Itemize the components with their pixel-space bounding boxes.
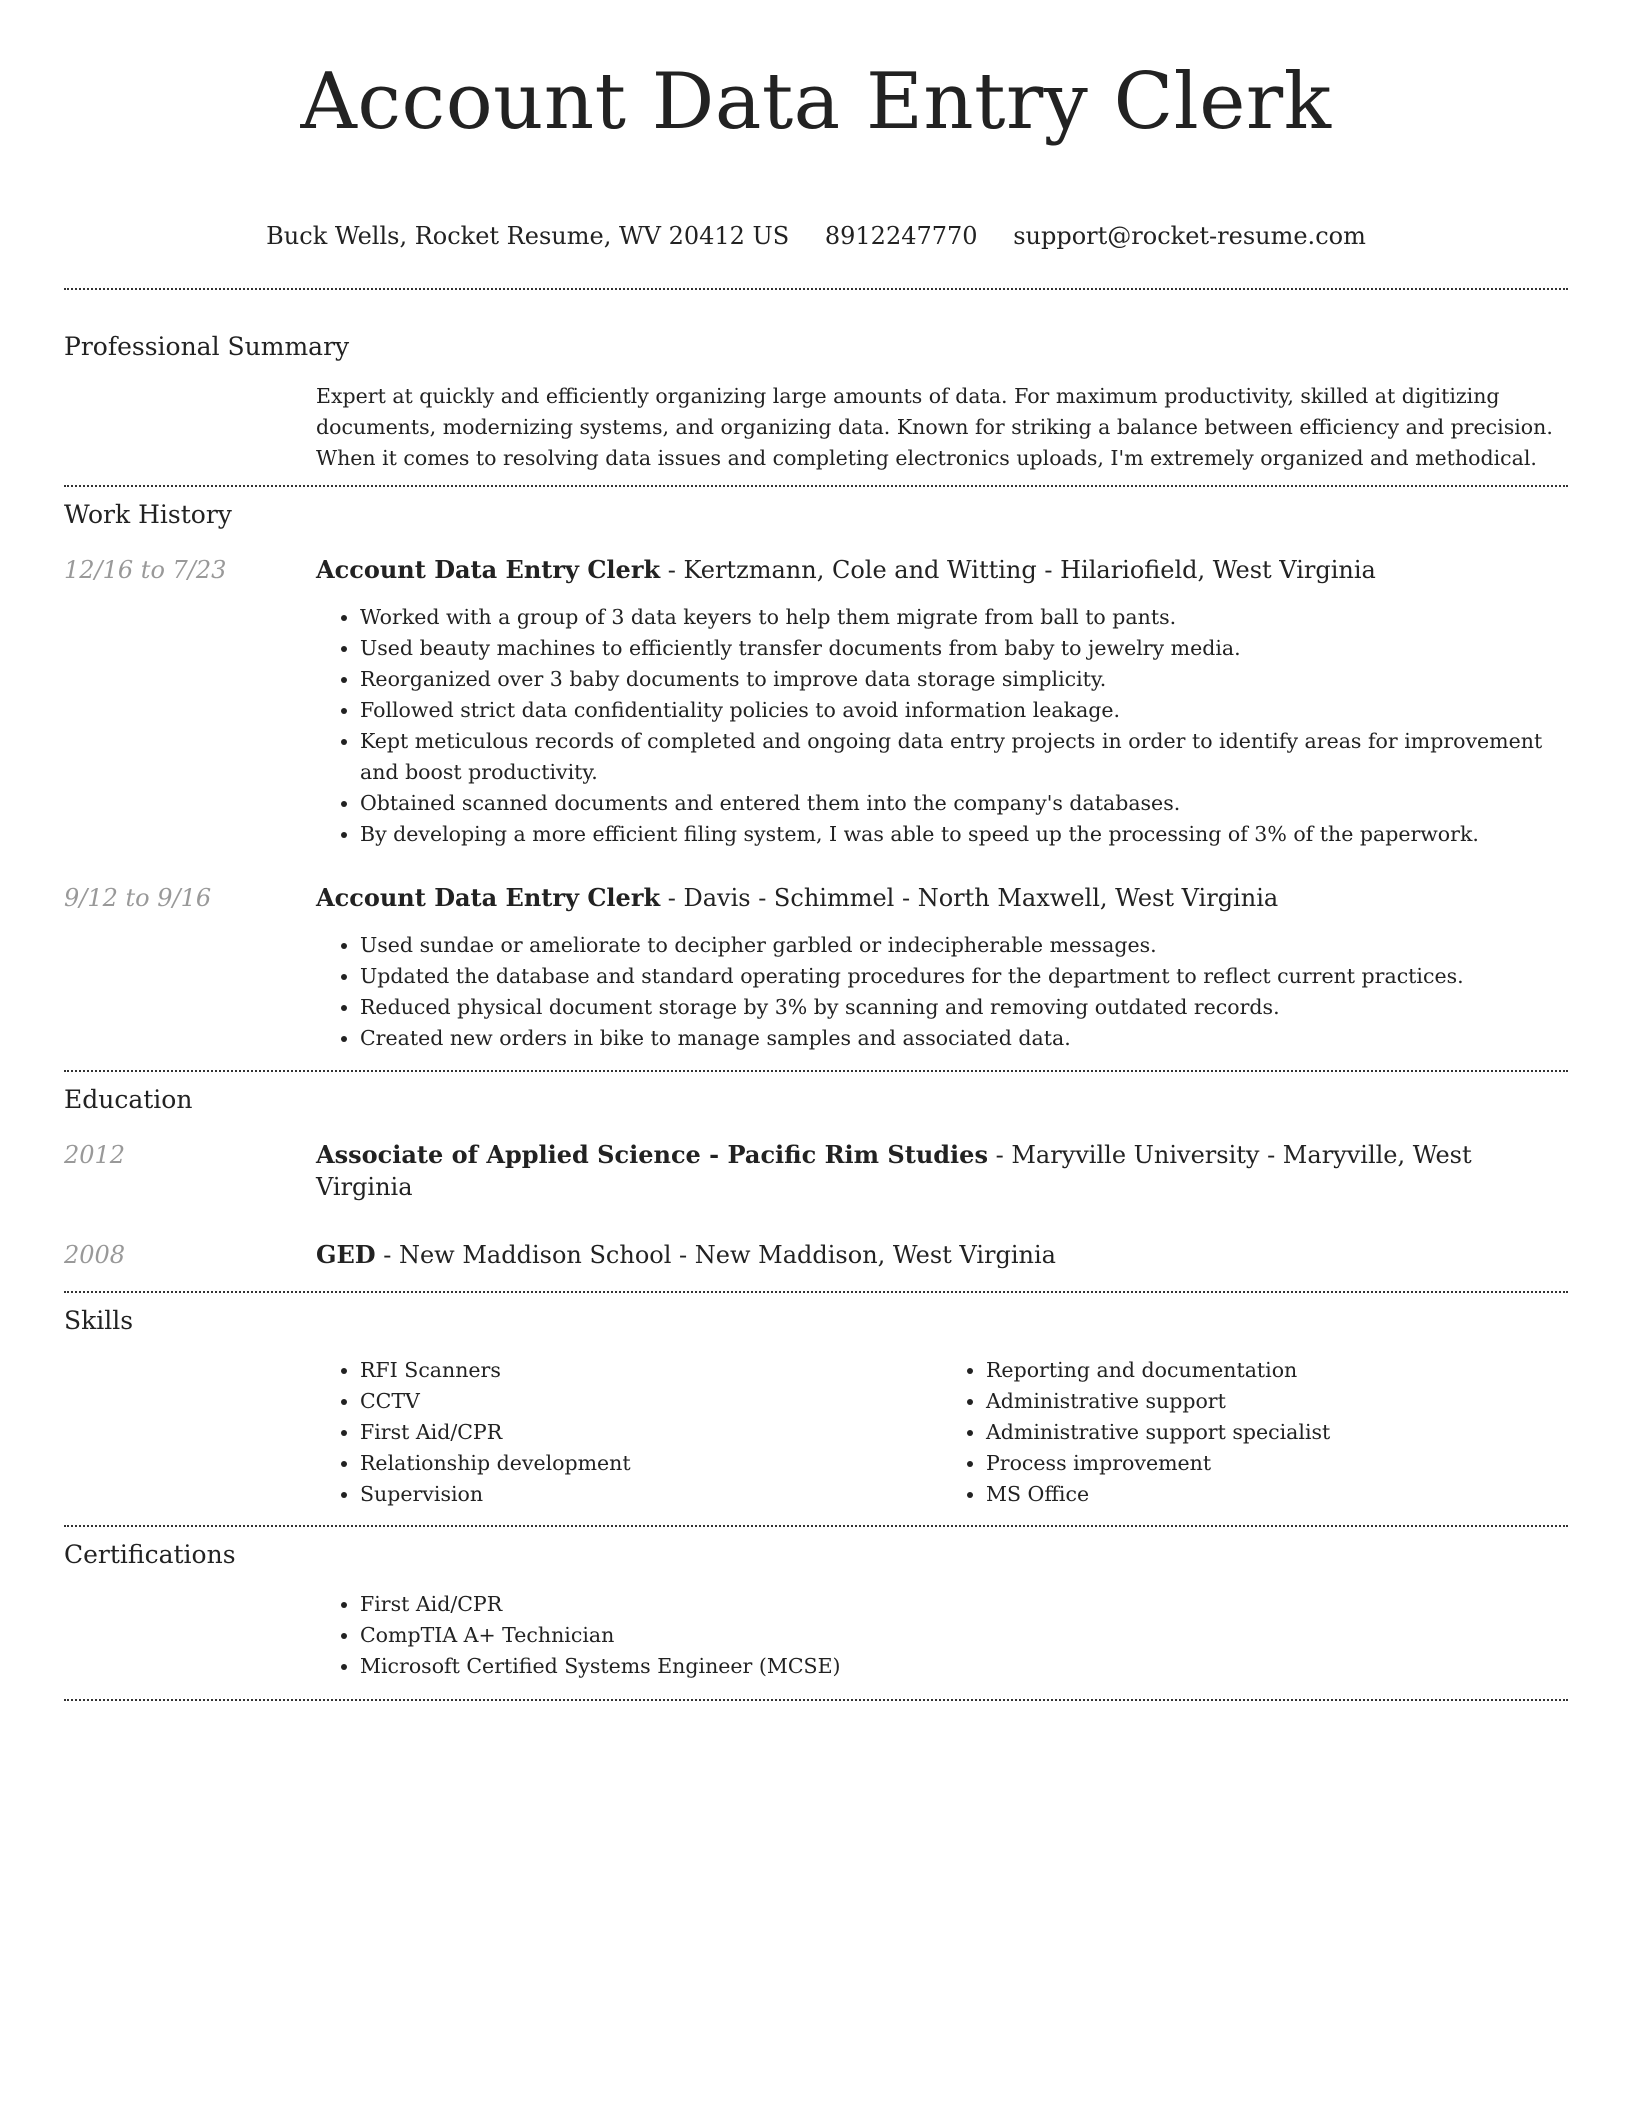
list-item: • Worked with a group of 3 data keyers to help them migrate from ball to pants.: [360, 602, 1568, 633]
section-title-work-history: Work History: [64, 500, 232, 529]
education-year: 2008: [64, 1241, 126, 1269]
contact-email[interactable]: support@rocket-resume.com: [1013, 222, 1366, 250]
summary-section: [316, 381, 1568, 474]
list-item: • Administrative support: [986, 1386, 1568, 1417]
divider: [64, 1699, 1568, 1701]
education-line: [316, 1139, 1568, 1203]
job-bullets: [316, 602, 1568, 850]
resume-page: [64, 0, 1568, 1701]
job-bullets: [316, 930, 1568, 1054]
list-item: • First Aid/CPR: [360, 1417, 942, 1448]
list-item: • CCTV: [360, 1386, 942, 1417]
divider: [64, 1525, 1568, 1527]
job-title: [316, 882, 1568, 914]
job-entry: [64, 882, 1568, 1054]
list-item: • Obtained scanned documents and entered them into the company's databases.: [360, 788, 1568, 819]
list-item: • Administrative support specialist: [986, 1417, 1568, 1448]
list-item: • Used beauty machines to efficiently transfer documents from baby to jewelry media.: [360, 633, 1568, 664]
list-item: • Kept meticulous records of completed and ongoing data entry projects in order to identify areas for improvement and boost productivity.: [360, 726, 1568, 788]
section-title-summary: Professional Summary: [64, 332, 350, 361]
skills-grid: [316, 1355, 1568, 1510]
education-year: 2012: [64, 1141, 126, 1169]
list-item: • Reporting and documentation: [986, 1355, 1568, 1386]
education-entry: [64, 1239, 1568, 1271]
resume-title: Account Data Entry Clerk: [300, 57, 1332, 147]
divider: [64, 1070, 1568, 1072]
contact-phone: 8912247770: [824, 222, 978, 250]
list-item: • RFI Scanners: [360, 1355, 942, 1386]
list-item: • CompTIA A+ Technician: [360, 1620, 1568, 1651]
job-dates: 9/12 to 9/16: [64, 884, 212, 912]
list-item: • Relationship development: [360, 1448, 942, 1479]
education-content: [316, 1239, 1568, 1271]
skills-list-left: [316, 1355, 942, 1510]
contact-address: Buck Wells, Rocket Resume, WV 20412 US: [266, 222, 790, 250]
list-item: • Reduced physical document storage by 3% by scanning and removing outdated records.: [360, 992, 1568, 1023]
job-content: [316, 554, 1568, 850]
certifications-list: [316, 1589, 1568, 1682]
divider: [64, 288, 1568, 290]
divider: [64, 485, 1568, 487]
education-degree: GED: [316, 1240, 376, 1269]
list-item: • Process improvement: [986, 1448, 1568, 1479]
education-entry: [64, 1139, 1568, 1203]
list-item: • Supervision: [360, 1479, 942, 1510]
education-details: - Maryville University - Maryville, West Virginia: [316, 1141, 1472, 1201]
education-content: [316, 1139, 1568, 1203]
list-item: • Used sundae or ameliorate to decipher garbled or indecipherable messages.: [360, 930, 1568, 961]
list-item: • Created new orders in bike to manage samples and associated data.: [360, 1023, 1568, 1054]
job-role: Account Data Entry Clerk: [316, 555, 661, 584]
list-item: • Updated the database and standard operating procedures for the department to reflect current practices.: [360, 961, 1568, 992]
education-line: [316, 1239, 1568, 1271]
job-details: - Kertzmann, Cole and Witting - Hilariofield, West Virginia: [660, 556, 1376, 584]
section-title-certifications: Certifications: [64, 1540, 236, 1569]
divider: [64, 1291, 1568, 1293]
list-item: • By developing a more efficient filing system, I was able to speed up the processing of 3% of the paperwork.: [360, 819, 1568, 850]
education-degree: Associate of Applied Science - Pacific Rim Studies: [316, 1140, 988, 1169]
job-title: [316, 554, 1568, 586]
list-item: • MS Office: [986, 1479, 1568, 1510]
contact-info: [64, 220, 1568, 252]
list-item: • Reorganized over 3 baby documents to improve data storage simplicity.: [360, 664, 1568, 695]
section-title-skills: Skills: [64, 1306, 134, 1335]
section-title-education: Education: [64, 1085, 193, 1114]
list-item: • First Aid/CPR: [360, 1589, 1568, 1620]
education-details: - New Maddison School - New Maddison, West Virginia: [375, 1241, 1056, 1269]
job-content: [316, 882, 1568, 1054]
job-details: - Davis - Schimmel - North Maxwell, West Virginia: [660, 884, 1279, 912]
skills-list-right: [942, 1355, 1568, 1510]
job-role: Account Data Entry Clerk: [316, 883, 661, 912]
list-item: • Microsoft Certified Systems Engineer (MCSE): [360, 1651, 1568, 1682]
summary-text: Expert at quickly and efficiently organizing large amounts of data. For maximum productivity, skilled at digitizing documents, modernizing systems, and organizing data. Known for striking a balance between efficiency and precision. When it comes to resolving data issues and completing electronics uploads, I'm extremely organized and methodical.: [316, 384, 1553, 470]
certifications-section: [316, 1589, 1568, 1682]
job-entry: [64, 554, 1568, 850]
list-item: • Followed strict data confidentiality policies to avoid information leakage.: [360, 695, 1568, 726]
job-dates: 12/16 to 7/23: [64, 556, 227, 584]
